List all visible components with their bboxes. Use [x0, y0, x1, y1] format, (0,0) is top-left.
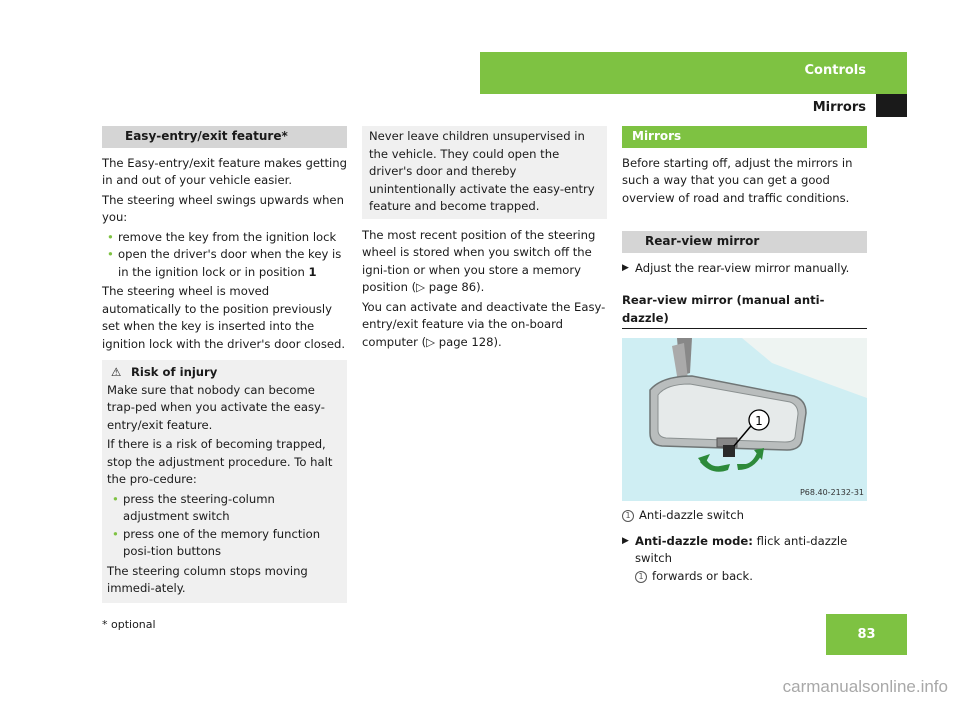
rear-view-mirror-figure: [622, 338, 867, 501]
page-number: 83: [826, 614, 907, 655]
warning-triangle-icon: ⚠: [111, 365, 122, 379]
bullet-dot-icon: •: [112, 491, 119, 506]
easy-entry-heading: Easy-entry/exit feature*: [102, 126, 347, 148]
watermark: carmanualsonline.info: [782, 677, 948, 696]
bullet-dot-icon: •: [112, 526, 119, 541]
bullet-item: • press the steering-column adjustment switch: [112, 491, 275, 523]
warning-title: ⚠ Risk of injury: [107, 364, 341, 382]
paragraph: Before starting off, adjust the mirrors in such a way that you can get a good overview of road and traffic conditions.: [622, 155, 853, 205]
warning-paragraph: If there is a risk of becoming trapped, stop the adjustment procedure. To halt the pro-cedure:: [107, 437, 333, 486]
arrow-right-icon: ▶: [622, 262, 629, 273]
bullet-dot-icon: •: [107, 229, 114, 244]
arrow-right-icon: ▶: [622, 535, 629, 546]
column-3: [622, 126, 867, 585]
paragraph: You can activate and deactivate the Easy-entry/exit feature via the on-board computer (▷ page 128).: [362, 299, 606, 349]
page-reference-link[interactable]: (▷ page 86).: [411, 280, 485, 294]
paragraph: The most recent position of the steering wheel is stored when you switch off the igni-tion or when you store a memory position (▷ page 86).: [362, 227, 596, 294]
subsection-title: Mirrors: [812, 100, 866, 115]
bullet-item: • open the driver's door when the key is in the ignition lock or in position 1: [107, 247, 342, 279]
footnote: * optional: [102, 618, 156, 631]
paragraph: The steering wheel swings upwards when you:: [102, 192, 344, 224]
mirror-illustration: [622, 338, 867, 501]
header-black-tab: [876, 94, 907, 117]
paragraph: The steering wheel is moved automatically to the position previously set when the key is inserted into the ignition lock with the driver's door closed.: [102, 284, 346, 351]
number-circle-icon: 1: [635, 571, 647, 583]
warning-box: [102, 360, 347, 603]
bullet-item: • press one of the memory function posi-tion buttons: [112, 526, 321, 558]
section-title: Controls: [804, 63, 866, 78]
legend-item: 1 Anti-dazzle switch: [622, 507, 867, 525]
figure-code: P68.40-2132-31: [799, 488, 864, 497]
warning-paragraph: The steering column stops moving immedi-ately.: [107, 563, 308, 595]
figure-title: Rear-view mirror (manual anti-dazzle): [622, 292, 867, 329]
mirrors-heading: Mirrors: [622, 126, 867, 148]
number-circle-icon: 1: [622, 510, 634, 522]
instruction-step: ▶ Anti-dazzle mode: flick anti-dazzle switch 1 forwards or back.: [622, 533, 848, 583]
warning-paragraph: Make sure that nobody can become trap-ped when you activate the easy-entry/exit feature.: [107, 382, 325, 432]
bullet-item: • remove the key from the ignition lock: [102, 229, 347, 247]
rear-view-mirror-heading: Rear-view mirror: [622, 231, 867, 253]
column-2: [362, 126, 607, 353]
position-value: 1: [308, 264, 317, 279]
callout-1: 1: [755, 414, 763, 428]
instruction-step: ▶ Adjust the rear-view mirror manually.: [622, 260, 867, 278]
bullet-dot-icon: •: [107, 247, 114, 261]
note-box: Never leave children unsupervised in the vehicle. They could open the driver's door and thereby unintentionally activate the easy-entry feature and become trapped.: [362, 126, 607, 219]
column-1: [102, 126, 347, 603]
page-reference-link[interactable]: (▷ page 128).: [421, 334, 502, 349]
paragraph: The Easy-entry/exit feature makes getting in and out of your vehicle easier.: [102, 155, 347, 187]
